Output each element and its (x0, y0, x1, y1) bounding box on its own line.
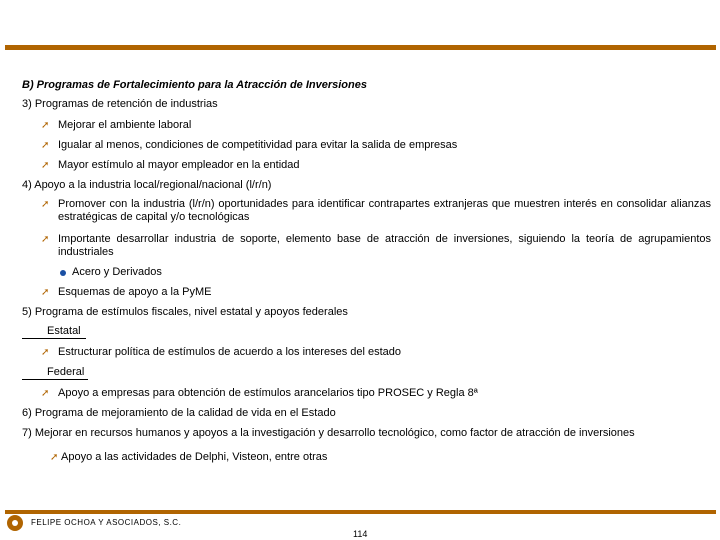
arrow-bullet-icon: ➚ (41, 287, 50, 298)
arrow-bullet-icon: ➚ (41, 347, 50, 358)
list-item: Mayor estímulo al mayor empleador en la entidad (58, 159, 300, 171)
list-item: Estructurar política de estímulos de acuerdo a los intereses del estado (58, 346, 402, 358)
list-item: Promover con la industria (l/r/n) oportunidades para identificar contrapartes extranjeras que muestren interés en consolidar alianzas estratégicas de capital y/o tecnológicas (58, 198, 711, 223)
section-heading: B) Programas de Fortalecimiento para la Atracción de Inversiones (22, 79, 367, 91)
arrow-bullet-icon: ➚ (41, 160, 50, 171)
arrow-bullet-icon: ➚ (41, 388, 50, 399)
top-rule (5, 45, 716, 50)
list-item: Apoyo a empresas para obtención de estímulos arancelarios tipo PROSEC y Regla 8ª (58, 387, 478, 399)
bottom-rule (5, 510, 716, 514)
page-number: 114 (353, 529, 368, 539)
company-logo (7, 515, 23, 531)
federal-label: Federal (47, 366, 85, 378)
list-item: Esquemas de apoyo a la PyME (58, 286, 212, 298)
estatal-underline (22, 338, 86, 339)
section-6-title: 6) Programa de mejoramiento de la calidad de vida en el Estado (22, 407, 336, 419)
dot-bullet-icon (60, 270, 66, 276)
arrow-bullet-icon: ➚ (50, 452, 59, 463)
section-5-title: 5) Programa de estímulos fiscales, nivel estatal y apoyos federales (22, 306, 348, 318)
sub-list-item: Acero y Derivados (72, 266, 162, 278)
arrow-bullet-icon: ➚ (41, 140, 50, 151)
estatal-label: Estatal (47, 325, 81, 337)
arrow-bullet-icon: ➚ (41, 199, 50, 210)
section-3-title: 3) Programas de retención de industrias (22, 98, 218, 110)
list-item: Mejorar el ambiente laboral (58, 119, 192, 131)
section-7-title: 7) Mejorar en recursos humanos y apoyos a la investigación y desarrollo tecnológico, como factor de atracción de inversiones (22, 427, 635, 439)
list-item: Importante desarrollar industria de soporte, elemento base de atracción de inversiones, siguiendo la teoría de agrupamientos industriales (58, 233, 711, 258)
list-item: Igualar al menos, condiciones de competitividad para evitar la salida de empresas (58, 139, 458, 151)
arrow-bullet-icon: ➚ (41, 234, 50, 245)
federal-underline (22, 379, 88, 380)
section-4-title: 4) Apoyo a la industria local/regional/nacional (l/r/n) (22, 179, 272, 191)
footer-company: FELIPE OCHOA Y ASOCIADOS, S.C. (31, 518, 182, 527)
arrow-bullet-icon: ➚ (41, 120, 50, 131)
list-item: Apoyo a las actividades de Delphi, Visteon, entre otras (61, 451, 328, 463)
